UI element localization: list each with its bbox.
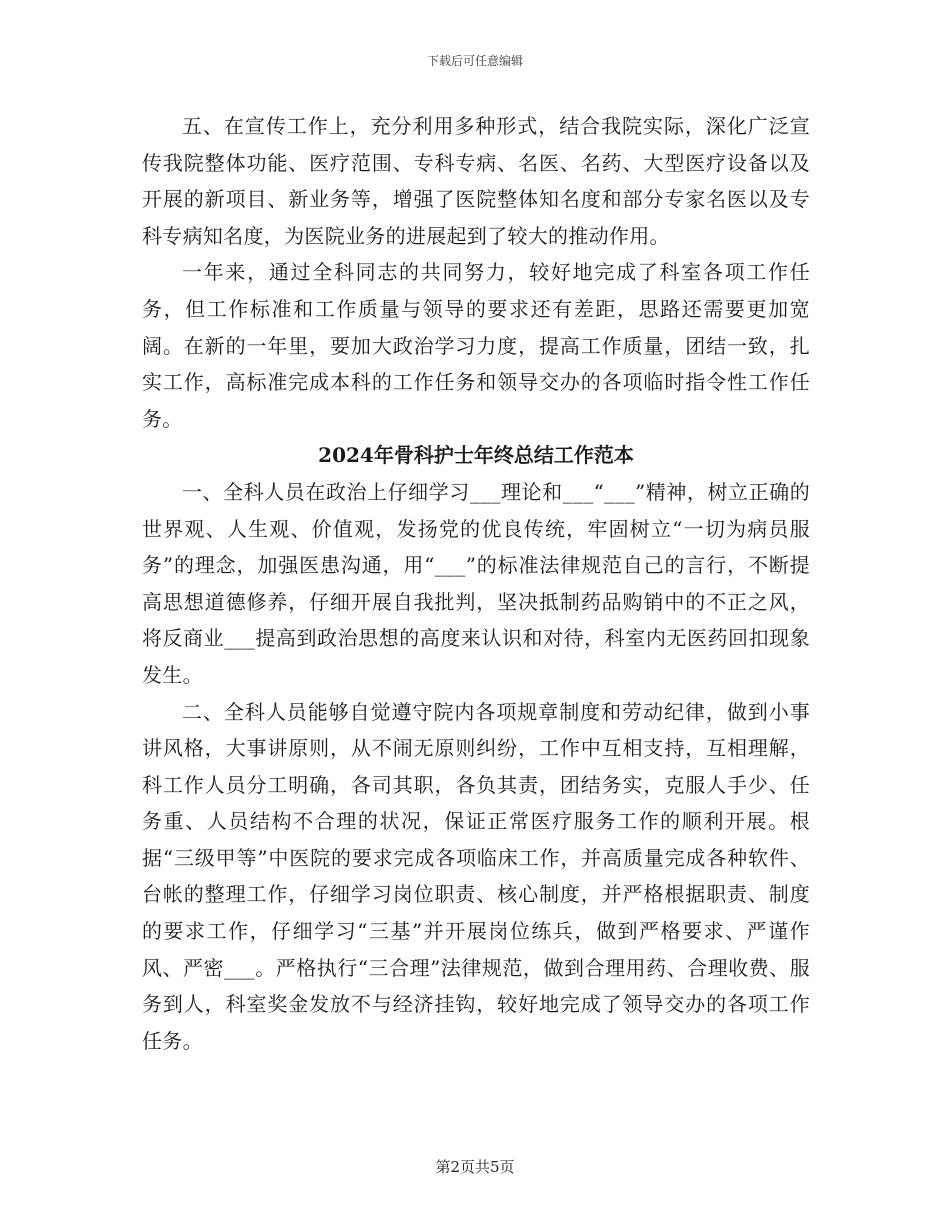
document-body xyxy=(142,108,810,1059)
paragraph-discipline: 二、全科人员能够自觉遵守院内各项规章制度和劳动纪律，做到小事讲风格，大事讲原则，从不闹无原则纠纷，工作中互相支持，互相理解，科工作人员分工明确，各司其职，各负其责，团结务实，克服人手少、任务重、人员结构不合理的状况，保证正常医疗服务工作的顺利开展。根据“三级甲等”中医院的要求完成各项临床工作，并高质量完成各种软件、台帐的整理工作，仔细学习岗位职责、核心制度，并严格根据职责、制度的要求工作，仔细学习“三基”并开展岗位练兵，做到严格要求、严谨作风、严密___。严格执行“三合理”法律规范，做到合理用药、合理收费、服务到人，科室奖金发放不与经济挂钩，较好地完成了领导交办的各项工作任务。 xyxy=(142,699,810,1053)
document-title: 2024年骨科护士年终总结工作范本 xyxy=(318,443,634,468)
paragraph-publicity: 五、在宣传工作上，充分利用多种形式，结合我院实际，深化广泛宣传我院整体功能、医疗范围、专科专病、名医、名药、大型医疗设备以及开展的新项目、新业务等，增强了医院整体知名度和部分专家名医以及专科专病知名度，为医院业务的进展起到了较大的推动作用。 xyxy=(142,114,810,248)
page-number: 第2页共5页 xyxy=(435,1158,515,1176)
paragraph-political-study: 一、全科人员在政治上仔细学习___理论和___“___”精神，树立正确的世界观、人生观、价值观，发扬党的优良传统，牢固树立“一切为病员服务”的理念，加强医患沟通，用“___”的标准法律规范自己的言行，不断提高思想道德修养，仔细开展自我批判，坚决抵制药品购销中的不正之风，将反商业___提高到政治思想的高度来认识和对待，科室内无医药回扣现象发生。 xyxy=(142,479,810,687)
page-header: 下载后可任意编辑 xyxy=(426,54,523,68)
paragraph-year-summary: 一年来，通过全科同志的共同努力，较好地完成了科室各项工作任务，但工作标准和工作质量与领导的要求还有差距，思路还需要更加宽阔。在新的一年里，要加大政治学习力度，提高工作质量，团结一致，扎实工作，高标准完成本科的工作任务和领导交办的各项临时指令性工作任务。 xyxy=(142,260,810,431)
